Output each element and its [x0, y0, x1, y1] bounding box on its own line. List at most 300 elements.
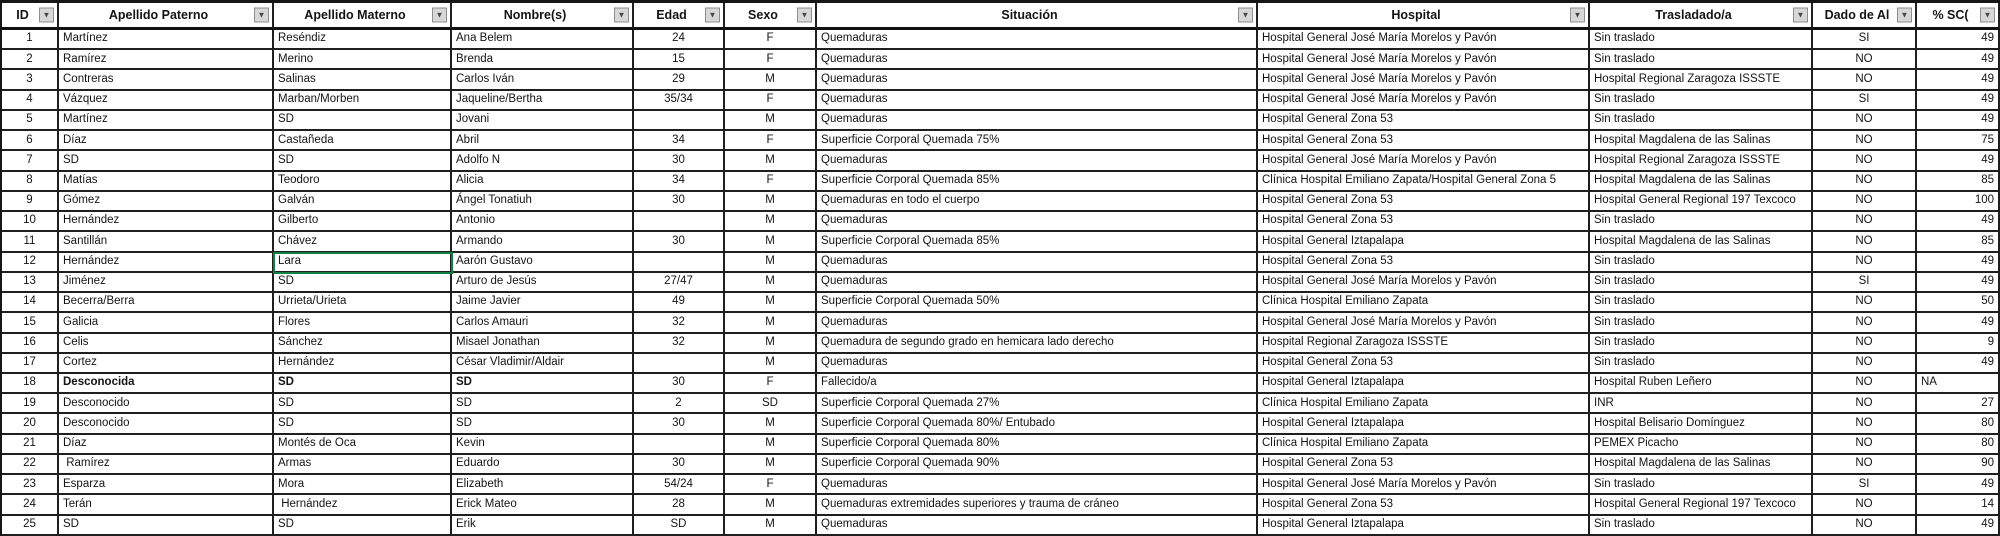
cell-pct_scq[interactable]: 49: [1917, 50, 2000, 70]
cell-hospital[interactable]: Hospital General Zona 53: [1258, 212, 1590, 232]
cell-situacion[interactable]: Superficie Corporal Quemada 80%/ Entubado: [817, 414, 1258, 434]
cell-pct_scq[interactable]: 49: [1917, 354, 2000, 374]
cell-pct_scq[interactable]: 49: [1917, 273, 2000, 293]
cell-id[interactable]: 25: [2, 516, 59, 536]
cell-pct_scq[interactable]: 75: [1917, 131, 2000, 151]
cell-hospital[interactable]: Hospital General José María Morelos y Pavón: [1258, 70, 1590, 90]
cell-id[interactable]: 1: [2, 30, 59, 50]
cell-apellido_paterno[interactable]: Celis: [59, 334, 274, 354]
column-header-label: Hospital: [1391, 7, 1441, 22]
cell-nombres[interactable]: Brenda: [452, 50, 634, 70]
cell-id[interactable]: 12: [2, 253, 59, 273]
cell-id[interactable]: 7: [2, 151, 59, 171]
cell-trasladado[interactable]: Sin traslado: [1590, 50, 1813, 70]
cell-trasladado[interactable]: Hospital Magdalena de las Salinas: [1590, 172, 1813, 192]
cell-nombres[interactable]: Carlos Amauri: [452, 313, 634, 333]
column-header-id[interactable]: [2, 3, 59, 30]
cell-id[interactable]: 5: [2, 111, 59, 131]
cell-dado_de_alta[interactable]: NO: [1813, 495, 1917, 515]
cell-situacion[interactable]: Quemaduras: [817, 91, 1258, 111]
cell-sexo[interactable]: M: [725, 455, 817, 475]
cell-pct_scq[interactable]: 49: [1917, 111, 2000, 131]
cell-id[interactable]: 11: [2, 232, 59, 252]
cell-edad[interactable]: 32: [634, 334, 725, 354]
cell-edad[interactable]: [634, 212, 725, 232]
cell-trasladado[interactable]: Hospital Magdalena de las Salinas: [1590, 131, 1813, 151]
cell-dado_de_alta[interactable]: NO: [1813, 192, 1917, 212]
cell-edad[interactable]: 15: [634, 50, 725, 70]
cell-situacion[interactable]: Quemaduras: [817, 151, 1258, 171]
filter-dropdown-icon[interactable]: ▼: [254, 8, 269, 23]
cell-dado_de_alta[interactable]: NO: [1813, 232, 1917, 252]
cell-edad[interactable]: 30: [634, 151, 725, 171]
cell-id[interactable]: 18: [2, 374, 59, 394]
cell-apellido_materno[interactable]: Salinas: [274, 70, 452, 90]
cell-id[interactable]: 24: [2, 495, 59, 515]
cell-apellido_paterno[interactable]: Cortez: [59, 354, 274, 374]
cell-sexo[interactable]: F: [725, 91, 817, 111]
cell-situacion[interactable]: Quemaduras: [817, 70, 1258, 90]
cell-apellido_paterno[interactable]: Galicia: [59, 313, 274, 333]
cell-apellido_materno[interactable]: Armas: [274, 455, 452, 475]
cell-apellido_materno[interactable]: Montés de Oca: [274, 435, 452, 455]
cell-trasladado[interactable]: Sin traslado: [1590, 313, 1813, 333]
column-header-nombres[interactable]: [452, 3, 634, 30]
cell-trasladado[interactable]: Sin traslado: [1590, 212, 1813, 232]
cell-pct_scq[interactable]: 100: [1917, 192, 2000, 212]
cell-nombres[interactable]: SD: [452, 394, 634, 414]
filter-dropdown-icon[interactable]: ▼: [1570, 8, 1585, 23]
filter-dropdown-icon[interactable]: ▼: [1897, 8, 1912, 23]
cell-pct_scq[interactable]: 9: [1917, 334, 2000, 354]
cell-sexo[interactable]: M: [725, 151, 817, 171]
cell-dado_de_alta[interactable]: NO: [1813, 435, 1917, 455]
cell-apellido_paterno[interactable]: Matías: [59, 172, 274, 192]
cell-nombres[interactable]: SD: [452, 414, 634, 434]
cell-trasladado[interactable]: Sin traslado: [1590, 91, 1813, 111]
cell-situacion[interactable]: Superficie Corporal Quemada 85%: [817, 172, 1258, 192]
cell-apellido_materno[interactable]: SD: [274, 414, 452, 434]
cell-dado_de_alta[interactable]: NO: [1813, 455, 1917, 475]
cell-nombres[interactable]: Abril: [452, 131, 634, 151]
cell-id[interactable]: 20: [2, 414, 59, 434]
cell-nombres[interactable]: Erik: [452, 516, 634, 536]
cell-trasladado[interactable]: Hospital Belisario Domínguez: [1590, 414, 1813, 434]
cell-pct_scq[interactable]: 80: [1917, 435, 2000, 455]
cell-sexo[interactable]: F: [725, 475, 817, 495]
cell-dado_de_alta[interactable]: NO: [1813, 414, 1917, 434]
cell-sexo[interactable]: F: [725, 172, 817, 192]
filter-dropdown-icon[interactable]: ▼: [1980, 8, 1995, 23]
cell-apellido_paterno[interactable]: Esparza: [59, 475, 274, 495]
cell-apellido_paterno[interactable]: Terán: [59, 495, 274, 515]
cell-apellido_paterno[interactable]: Jiménez: [59, 273, 274, 293]
cell-nombres[interactable]: Adolfo N: [452, 151, 634, 171]
cell-apellido_materno[interactable]: Sánchez: [274, 334, 452, 354]
cell-id[interactable]: 3: [2, 70, 59, 90]
cell-situacion[interactable]: Superficie Corporal Quemada 80%: [817, 435, 1258, 455]
cell-hospital[interactable]: Hospital General Iztapalapa: [1258, 232, 1590, 252]
cell-sexo[interactable]: SD: [725, 394, 817, 414]
cell-hospital[interactable]: Hospital General José María Morelos y Pavón: [1258, 151, 1590, 171]
cell-sexo[interactable]: M: [725, 313, 817, 333]
cell-sexo[interactable]: M: [725, 212, 817, 232]
cell-apellido_paterno[interactable]: Desconocida: [59, 374, 274, 394]
cell-situacion[interactable]: Superficie Corporal Quemada 50%: [817, 293, 1258, 313]
column-header-sexo[interactable]: [725, 3, 817, 30]
cell-nombres[interactable]: Misael Jonathan: [452, 334, 634, 354]
filter-dropdown-icon[interactable]: ▼: [614, 8, 629, 23]
cell-edad[interactable]: 54/24: [634, 475, 725, 495]
cell-sexo[interactable]: F: [725, 30, 817, 50]
cell-sexo[interactable]: M: [725, 414, 817, 434]
filter-dropdown-icon[interactable]: ▼: [1238, 8, 1253, 23]
cell-pct_scq[interactable]: 49: [1917, 313, 2000, 333]
cell-nombres[interactable]: Alicia: [452, 172, 634, 192]
cell-nombres[interactable]: Antonio: [452, 212, 634, 232]
cell-pct_scq[interactable]: 50: [1917, 293, 2000, 313]
cell-sexo[interactable]: M: [725, 70, 817, 90]
cell-apellido_materno[interactable]: Teodoro: [274, 172, 452, 192]
cell-pct_scq[interactable]: NA: [1917, 374, 2000, 394]
cell-hospital[interactable]: Hospital General José María Morelos y Pavón: [1258, 50, 1590, 70]
cell-hospital[interactable]: Hospital General Zona 53: [1258, 354, 1590, 374]
cell-edad[interactable]: 27/47: [634, 273, 725, 293]
cell-dado_de_alta[interactable]: NO: [1813, 394, 1917, 414]
cell-trasladado[interactable]: Hospital Magdalena de las Salinas: [1590, 232, 1813, 252]
cell-pct_scq[interactable]: 27: [1917, 394, 2000, 414]
cell-apellido_materno[interactable]: SD: [274, 374, 452, 394]
cell-edad[interactable]: 34: [634, 172, 725, 192]
cell-id[interactable]: 23: [2, 475, 59, 495]
cell-id[interactable]: 6: [2, 131, 59, 151]
cell-situacion[interactable]: Quemaduras: [817, 50, 1258, 70]
cell-trasladado[interactable]: Sin traslado: [1590, 111, 1813, 131]
column-header-hospital[interactable]: [1258, 3, 1590, 30]
cell-dado_de_alta[interactable]: SI: [1813, 30, 1917, 50]
cell-situacion[interactable]: Superficie Corporal Quemada 85%: [817, 232, 1258, 252]
cell-hospital[interactable]: Hospital Regional Zaragoza ISSSTE: [1258, 334, 1590, 354]
cell-apellido_materno[interactable]: Flores: [274, 313, 452, 333]
filter-dropdown-icon[interactable]: ▼: [797, 8, 812, 23]
cell-nombres[interactable]: Elizabeth: [452, 475, 634, 495]
cell-situacion[interactable]: Quemadura de segundo grado en hemicara lado derecho: [817, 334, 1258, 354]
cell-edad[interactable]: 30: [634, 414, 725, 434]
cell-trasladado[interactable]: Sin traslado: [1590, 253, 1813, 273]
cell-trasladado[interactable]: INR: [1590, 394, 1813, 414]
cell-situacion[interactable]: Quemaduras: [817, 253, 1258, 273]
cell-edad[interactable]: 49: [634, 293, 725, 313]
cell-apellido_materno[interactable]: SD: [274, 516, 452, 536]
cell-trasladado[interactable]: Sin traslado: [1590, 273, 1813, 293]
column-header-apellido_materno[interactable]: [274, 3, 452, 30]
cell-edad[interactable]: 30: [634, 455, 725, 475]
cell-apellido_materno[interactable]: Marban/Morben: [274, 91, 452, 111]
cell-id[interactable]: 10: [2, 212, 59, 232]
column-header-situacion[interactable]: [817, 3, 1258, 30]
cell-sexo[interactable]: M: [725, 293, 817, 313]
cell-dado_de_alta[interactable]: NO: [1813, 516, 1917, 536]
cell-id[interactable]: 9: [2, 192, 59, 212]
cell-trasladado[interactable]: Sin traslado: [1590, 293, 1813, 313]
cell-dado_de_alta[interactable]: NO: [1813, 354, 1917, 374]
cell-apellido_materno[interactable]: Urrieta/Urieta: [274, 293, 452, 313]
cell-hospital[interactable]: Clínica Hospital Emiliano Zapata: [1258, 394, 1590, 414]
cell-apellido_materno[interactable]: Hernández: [274, 495, 452, 515]
cell-edad[interactable]: SD: [634, 516, 725, 536]
cell-sexo[interactable]: M: [725, 495, 817, 515]
cell-pct_scq[interactable]: 49: [1917, 91, 2000, 111]
cell-sexo[interactable]: F: [725, 131, 817, 151]
cell-hospital[interactable]: Hospital General Zona 53: [1258, 131, 1590, 151]
cell-id[interactable]: 21: [2, 435, 59, 455]
cell-edad[interactable]: 24: [634, 30, 725, 50]
cell-sexo[interactable]: M: [725, 232, 817, 252]
cell-edad[interactable]: 32: [634, 313, 725, 333]
cell-sexo[interactable]: M: [725, 192, 817, 212]
cell-sexo[interactable]: M: [725, 273, 817, 293]
cell-id[interactable]: 22: [2, 455, 59, 475]
cell-id[interactable]: 2: [2, 50, 59, 70]
cell-edad[interactable]: [634, 435, 725, 455]
cell-dado_de_alta[interactable]: NO: [1813, 111, 1917, 131]
cell-trasladado[interactable]: PEMEX Picacho: [1590, 435, 1813, 455]
cell-sexo[interactable]: F: [725, 374, 817, 394]
column-header-edad[interactable]: [634, 3, 725, 30]
cell-apellido_paterno[interactable]: Martínez: [59, 30, 274, 50]
cell-edad[interactable]: 35/34: [634, 91, 725, 111]
cell-pct_scq[interactable]: 90: [1917, 455, 2000, 475]
cell-nombres[interactable]: César Vladimir/Aldair: [452, 354, 634, 374]
cell-dado_de_alta[interactable]: NO: [1813, 131, 1917, 151]
cell-situacion[interactable]: Superficie Corporal Quemada 75%: [817, 131, 1258, 151]
cell-edad[interactable]: [634, 111, 725, 131]
cell-hospital[interactable]: Hospital General José María Morelos y Pavón: [1258, 273, 1590, 293]
cell-apellido_paterno[interactable]: SD: [59, 151, 274, 171]
cell-nombres[interactable]: Erick Mateo: [452, 495, 634, 515]
cell-trasladado[interactable]: Hospital Regional Zaragoza ISSSTE: [1590, 70, 1813, 90]
cell-trasladado[interactable]: Sin traslado: [1590, 334, 1813, 354]
cell-edad[interactable]: 29: [634, 70, 725, 90]
cell-apellido_paterno[interactable]: Vázquez: [59, 91, 274, 111]
cell-trasladado[interactable]: Hospital General Regional 197 Texcoco: [1590, 495, 1813, 515]
cell-situacion[interactable]: Quemaduras: [817, 354, 1258, 374]
cell-dado_de_alta[interactable]: NO: [1813, 172, 1917, 192]
cell-edad[interactable]: [634, 354, 725, 374]
cell-pct_scq[interactable]: 85: [1917, 232, 2000, 252]
cell-nombres[interactable]: Kevin: [452, 435, 634, 455]
cell-dado_de_alta[interactable]: SI: [1813, 91, 1917, 111]
cell-dado_de_alta[interactable]: NO: [1813, 50, 1917, 70]
cell-nombres[interactable]: Armando: [452, 232, 634, 252]
cell-pct_scq[interactable]: 85: [1917, 172, 2000, 192]
cell-nombres[interactable]: Ángel Tonatiuh: [452, 192, 634, 212]
cell-situacion[interactable]: Quemaduras: [817, 30, 1258, 50]
cell-trasladado[interactable]: Hospital Regional Zaragoza ISSSTE: [1590, 151, 1813, 171]
cell-edad[interactable]: 30: [634, 192, 725, 212]
cell-situacion[interactable]: Quemaduras: [817, 111, 1258, 131]
cell-apellido_materno[interactable]: Mora: [274, 475, 452, 495]
cell-pct_scq[interactable]: 80: [1917, 414, 2000, 434]
cell-dado_de_alta[interactable]: NO: [1813, 374, 1917, 394]
cell-hospital[interactable]: Hospital General José María Morelos y Pavón: [1258, 30, 1590, 50]
column-header-apellido_paterno[interactable]: [59, 3, 274, 30]
cell-hospital[interactable]: Hospital General Zona 53: [1258, 111, 1590, 131]
cell-hospital[interactable]: Hospital General José María Morelos y Pavón: [1258, 91, 1590, 111]
cell-dado_de_alta[interactable]: NO: [1813, 313, 1917, 333]
cell-apellido_paterno[interactable]: Contreras: [59, 70, 274, 90]
cell-pct_scq[interactable]: 14: [1917, 495, 2000, 515]
cell-id[interactable]: 17: [2, 354, 59, 374]
cell-id[interactable]: 16: [2, 334, 59, 354]
filter-dropdown-icon[interactable]: ▼: [39, 8, 54, 23]
filter-dropdown-icon[interactable]: ▼: [1793, 8, 1808, 23]
cell-apellido_paterno[interactable]: Desconocido: [59, 414, 274, 434]
cell-sexo[interactable]: F: [725, 50, 817, 70]
cell-dado_de_alta[interactable]: SI: [1813, 475, 1917, 495]
cell-situacion[interactable]: Quemaduras: [817, 475, 1258, 495]
cell-hospital[interactable]: Clínica Hospital Emiliano Zapata: [1258, 293, 1590, 313]
cell-situacion[interactable]: Quemaduras extremidades superiores y trauma de cráneo: [817, 495, 1258, 515]
cell-pct_scq[interactable]: 49: [1917, 70, 2000, 90]
cell-dado_de_alta[interactable]: NO: [1813, 293, 1917, 313]
cell-dado_de_alta[interactable]: NO: [1813, 334, 1917, 354]
cell-dado_de_alta[interactable]: SI: [1813, 273, 1917, 293]
cell-id[interactable]: 13: [2, 273, 59, 293]
column-header-label: Apellido Materno: [304, 7, 406, 22]
cell-edad[interactable]: 30: [634, 232, 725, 252]
cell-apellido_materno[interactable]: Reséndiz: [274, 30, 452, 50]
cell-apellido_paterno[interactable]: Ramírez: [59, 455, 274, 475]
cell-dado_de_alta[interactable]: NO: [1813, 151, 1917, 171]
selected-cell[interactable]: Lara: [274, 253, 452, 273]
cell-apellido_materno[interactable]: SD: [274, 273, 452, 293]
cell-apellido_paterno[interactable]: Becerra/Berra: [59, 293, 274, 313]
cell-pct_scq[interactable]: 49: [1917, 475, 2000, 495]
cell-nombres[interactable]: Jaime Javier: [452, 293, 634, 313]
cell-id[interactable]: 4: [2, 91, 59, 111]
cell-apellido_paterno[interactable]: Santillán: [59, 232, 274, 252]
column-header-pct_scq[interactable]: [1917, 3, 2000, 30]
cell-apellido_materno[interactable]: SD: [274, 111, 452, 131]
cell-hospital[interactable]: Hospital General José María Morelos y Pavón: [1258, 475, 1590, 495]
cell-situacion[interactable]: Quemaduras: [817, 313, 1258, 333]
cell-sexo[interactable]: M: [725, 111, 817, 131]
cell-hospital[interactable]: Hospital General Iztapalapa: [1258, 374, 1590, 394]
cell-edad[interactable]: 28: [634, 495, 725, 515]
cell-nombres[interactable]: Eduardo: [452, 455, 634, 475]
cell-apellido_materno[interactable]: Merino: [274, 50, 452, 70]
cell-edad[interactable]: 30: [634, 374, 725, 394]
cell-hospital[interactable]: Clínica Hospital Emiliano Zapata: [1258, 435, 1590, 455]
cell-situacion[interactable]: Fallecido/a: [817, 374, 1258, 394]
cell-nombres[interactable]: Arturo de Jesús: [452, 273, 634, 293]
cell-apellido_materno[interactable]: Hernández: [274, 354, 452, 374]
cell-nombres[interactable]: Carlos Iván: [452, 70, 634, 90]
cell-pct_scq[interactable]: 49: [1917, 516, 2000, 536]
cell-nombres[interactable]: Aarón Gustavo: [452, 253, 634, 273]
cell-dado_de_alta[interactable]: NO: [1813, 212, 1917, 232]
cell-apellido_paterno[interactable]: Hernández: [59, 253, 274, 273]
cell-apellido_materno[interactable]: Gilberto: [274, 212, 452, 232]
cell-trasladado[interactable]: Sin traslado: [1590, 516, 1813, 536]
cell-edad[interactable]: 34: [634, 131, 725, 151]
cell-id[interactable]: 8: [2, 172, 59, 192]
cell-apellido_paterno[interactable]: Hernández: [59, 212, 274, 232]
cell-trasladado[interactable]: Hospital General Regional 197 Texcoco: [1590, 192, 1813, 212]
cell-apellido_paterno[interactable]: Martínez: [59, 111, 274, 131]
cell-hospital[interactable]: Hospital General Iztapalapa: [1258, 516, 1590, 536]
cell-apellido_paterno[interactable]: Gómez: [59, 192, 274, 212]
cell-apellido_paterno[interactable]: Ramírez: [59, 50, 274, 70]
filter-dropdown-icon[interactable]: ▼: [432, 8, 447, 23]
cell-pct_scq[interactable]: 49: [1917, 151, 2000, 171]
cell-apellido_paterno[interactable]: Desconocido: [59, 394, 274, 414]
cell-trasladado[interactable]: Sin traslado: [1590, 354, 1813, 374]
cell-hospital[interactable]: Hospital General Zona 53: [1258, 455, 1590, 475]
cell-hospital[interactable]: Clínica Hospital Emiliano Zapata/Hospital General Zona 5: [1258, 172, 1590, 192]
cell-nombres[interactable]: Jovani: [452, 111, 634, 131]
cell-hospital[interactable]: Hospital General Iztapalapa: [1258, 414, 1590, 434]
cell-trasladado[interactable]: Sin traslado: [1590, 30, 1813, 50]
cell-apellido_materno[interactable]: Castañeda: [274, 131, 452, 151]
cell-sexo[interactable]: M: [725, 435, 817, 455]
cell-id[interactable]: 15: [2, 313, 59, 333]
column-header-dado_de_alta[interactable]: [1813, 3, 1917, 30]
cell-apellido_materno[interactable]: SD: [274, 394, 452, 414]
cell-sexo[interactable]: M: [725, 516, 817, 536]
cell-pct_scq[interactable]: 49: [1917, 212, 2000, 232]
cell-pct_scq[interactable]: 49: [1917, 30, 2000, 50]
cell-hospital[interactable]: Hospital General Zona 53: [1258, 192, 1590, 212]
cell-situacion[interactable]: Quemaduras en todo el cuerpo: [817, 192, 1258, 212]
cell-edad[interactable]: 2: [634, 394, 725, 414]
cell-apellido_materno[interactable]: Chávez: [274, 232, 452, 252]
cell-trasladado[interactable]: Hospital Magdalena de las Salinas: [1590, 455, 1813, 475]
cell-situacion[interactable]: Quemaduras: [817, 516, 1258, 536]
cell-apellido_paterno[interactable]: SD: [59, 516, 274, 536]
column-header-label: ID: [16, 7, 29, 22]
cell-sexo[interactable]: M: [725, 253, 817, 273]
cell-edad[interactable]: [634, 253, 725, 273]
cell-nombres[interactable]: Jaqueline/Bertha: [452, 91, 634, 111]
cell-apellido_materno[interactable]: SD: [274, 151, 452, 171]
cell-situacion[interactable]: Superficie Corporal Quemada 90%: [817, 455, 1258, 475]
cell-trasladado[interactable]: Sin traslado: [1590, 475, 1813, 495]
cell-hospital[interactable]: Hospital General Zona 53: [1258, 253, 1590, 273]
cell-situacion[interactable]: Quemaduras: [817, 212, 1258, 232]
column-header-trasladado[interactable]: [1590, 3, 1813, 30]
cell-trasladado[interactable]: Hospital Ruben Leñero: [1590, 374, 1813, 394]
cell-situacion[interactable]: Quemaduras: [817, 273, 1258, 293]
cell-nombres[interactable]: Ana Belem: [452, 30, 634, 50]
cell-id[interactable]: 14: [2, 293, 59, 313]
cell-apellido_paterno[interactable]: Díaz: [59, 435, 274, 455]
cell-id[interactable]: 19: [2, 394, 59, 414]
cell-hospital[interactable]: Hospital General Zona 53: [1258, 495, 1590, 515]
cell-dado_de_alta[interactable]: NO: [1813, 253, 1917, 273]
cell-sexo[interactable]: M: [725, 334, 817, 354]
cell-apellido_materno[interactable]: Galván: [274, 192, 452, 212]
cell-sexo[interactable]: M: [725, 354, 817, 374]
filter-dropdown-icon[interactable]: ▼: [705, 8, 720, 23]
cell-apellido_paterno[interactable]: Díaz: [59, 131, 274, 151]
cell-hospital[interactable]: Hospital General José María Morelos y Pavón: [1258, 313, 1590, 333]
cell-pct_scq[interactable]: 49: [1917, 253, 2000, 273]
cell-dado_de_alta[interactable]: NO: [1813, 70, 1917, 90]
cell-nombres[interactable]: SD: [452, 374, 634, 394]
cell-situacion[interactable]: Superficie Corporal Quemada 27%: [817, 394, 1258, 414]
